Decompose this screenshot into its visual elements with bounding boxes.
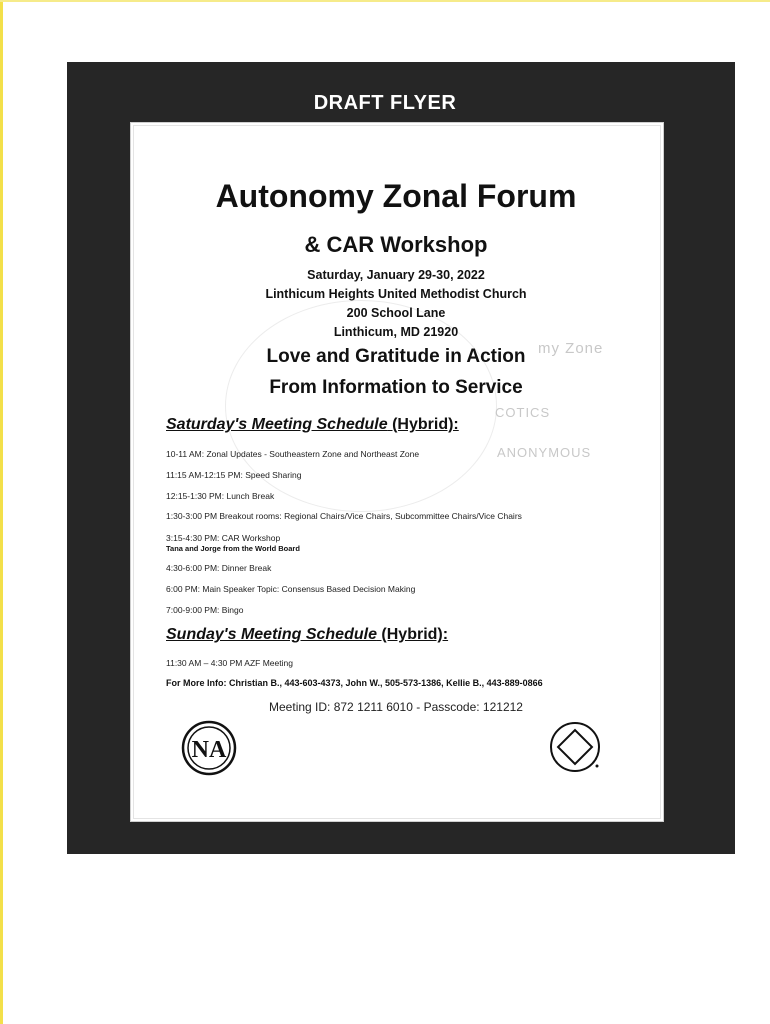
saturday-heading <box>166 416 459 434</box>
watermark-text: ANONYMOUS <box>497 445 592 460</box>
saturday-heading-suffix: (Hybrid): <box>387 416 459 433</box>
scan-edge-top <box>0 0 770 2</box>
na-logo-text: NA <box>191 737 227 763</box>
schedule-item: 11:30 AM – 4:30 PM AZF Meeting <box>166 658 293 668</box>
schedule-item: 7:00-9:00 PM: Bingo <box>166 605 244 615</box>
saturday-heading-title: Saturday's Meeting Schedule <box>166 416 388 433</box>
na-circle-logo-icon <box>181 720 237 776</box>
venue-city: Linthicum, MD 21920 <box>333 325 459 339</box>
contact-info: For More Info: Christian B., 443-603-4373, John W., 505-573-1386, Kellie B., 443-889-0866 <box>166 678 543 688</box>
schedule-item: 1:30-3:00 PM Breakout rooms: Regional Chairs/Vice Chairs, Subcommittee Chairs/Vice Chairs <box>166 511 522 521</box>
draft-banner: DRAFT FLYER <box>313 92 457 114</box>
schedule-item: 3:15-4:30 PM: CAR Workshop <box>166 533 281 543</box>
sunday-heading-title: Sunday's Meeting Schedule <box>166 626 377 643</box>
na-diamond-logo-icon <box>548 720 602 774</box>
tagline: Love and Gratitude in Action <box>266 346 526 367</box>
sunday-heading <box>166 626 448 644</box>
meeting-id: Meeting ID: 872 1211 6010 - Passcode: 121212 <box>269 700 523 714</box>
schedule-note: Tana and Jorge from the World Board <box>166 544 300 553</box>
schedule-item: 10-11 AM: Zonal Updates - Southeastern Zone and Northeast Zone <box>166 449 420 459</box>
scan-edge <box>0 0 3 1024</box>
sunday-heading-suffix: (Hybrid): <box>376 626 449 643</box>
event-date: Saturday, January 29-30, 2022 <box>307 268 485 282</box>
schedule-item: 4:30-6:00 PM: Dinner Break <box>166 563 272 573</box>
schedule-item: 6:00 PM: Main Speaker Topic: Consensus Based Decision Making <box>166 584 416 594</box>
page-subtitle: & CAR Workshop <box>304 232 488 257</box>
venue-street: 200 School Lane <box>346 306 446 320</box>
page-title: Autonomy Zonal Forum <box>215 178 577 214</box>
venue-name: Linthicum Heights United Methodist Church <box>265 287 527 301</box>
tagline: From Information to Service <box>269 377 523 398</box>
schedule-item: 12:15-1:30 PM: Lunch Break <box>166 491 275 501</box>
watermark-text: COTICS <box>495 405 551 420</box>
schedule-item: 11:15 AM-12:15 PM: Speed Sharing <box>166 470 302 480</box>
watermark-text: my Zone <box>538 340 604 357</box>
